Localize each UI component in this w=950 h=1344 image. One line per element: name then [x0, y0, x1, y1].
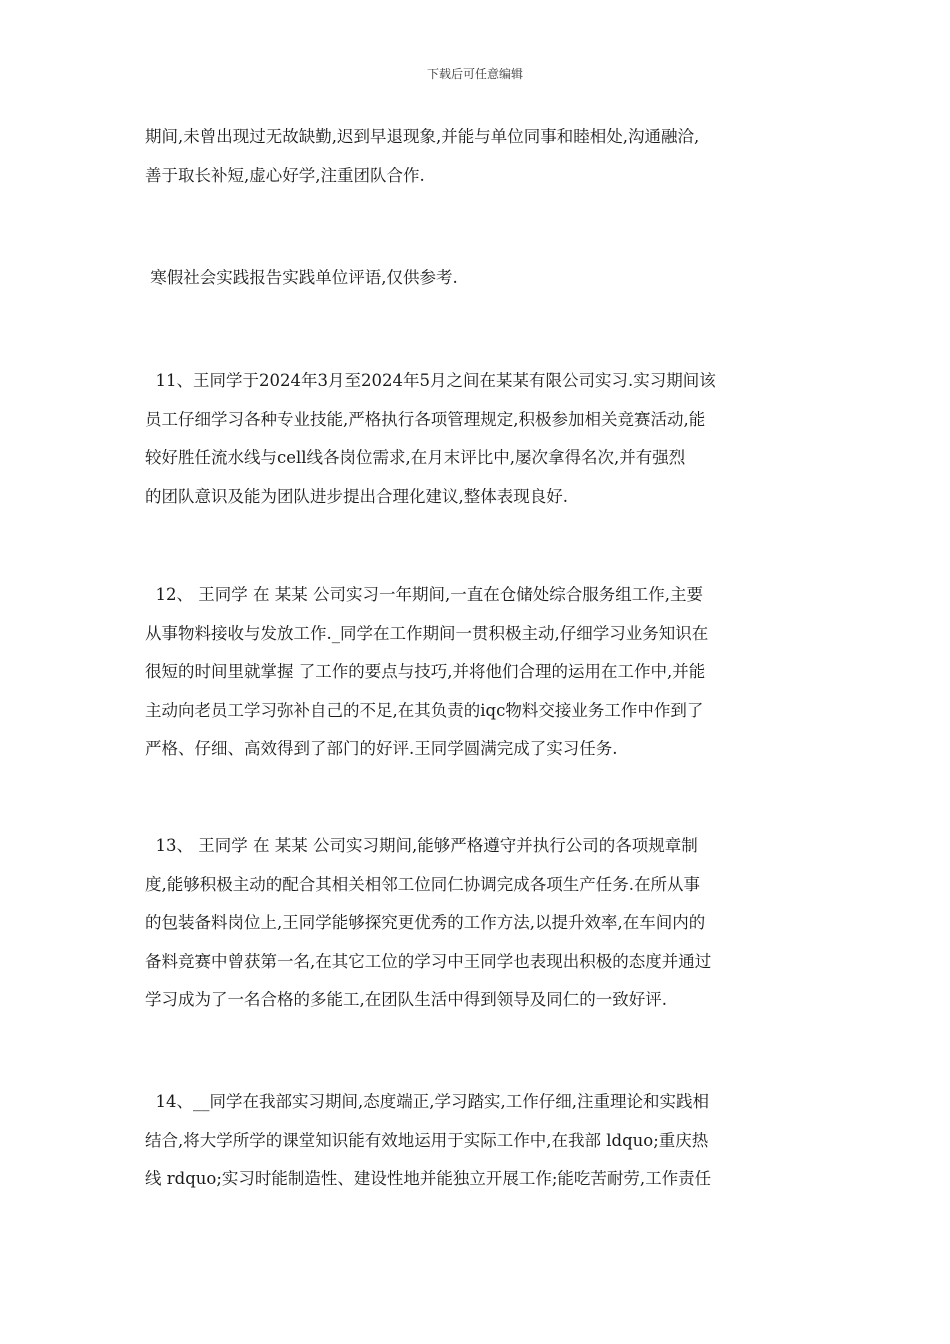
- text-line: 很短的时间里就掌握 了工作的要点与技巧,并将他们合理的运用在工作中,并能: [145, 662, 706, 681]
- paragraph-item-13: [145, 827, 810, 1020]
- text-line: 线 rdquo;实习时能制造性、建设性地并能独立开展工作;能吃苦耐劳,工作责任: [145, 1169, 712, 1188]
- text-line: 从事物料接收与发放工作._同学在工作期间一贯积极主动,仔细学习业务知识在: [145, 623, 709, 643]
- text-line: 13、 王同学 在 某某 公司实习期间,能够严格遵守并执行公司的各项规章制: [145, 836, 698, 855]
- text-line: 学习成为了一名合格的多能工,在团队生活中得到领导及同仁的一致好评.: [145, 990, 667, 1009]
- text-line: 主动向老员工学习弥补自己的不足,在其负责的iqc物料交接业务工作中作到了: [145, 700, 704, 720]
- paragraph-item-12: [145, 576, 810, 769]
- page-header: 下载后可任意编辑: [426, 67, 523, 81]
- text-line: 严格、仔细、高效得到了部门的好评.王同学圆满完成了实习任务.: [145, 739, 618, 758]
- paragraph-item-11: [145, 362, 810, 516]
- text-line: 期间,未曾出现过无故缺勤,迟到早退现象,并能与单位同事和睦相处,沟通融洽,: [145, 127, 700, 146]
- text-line: 度,能够积极主动的配合其相关相邻工位同仁协调完成各项生产任务.在所从事: [145, 874, 700, 894]
- text-line: 备料竞赛中曾获第一名,在其它工位的学习中王同学也表现出积极的态度并通过: [145, 951, 712, 971]
- text-line: 11、王同学于2024年3月至2024年5月之间在某某有限公司实习.实习期间该: [145, 371, 716, 390]
- text-line: 员工仔细学习各种专业技能,严格执行各项管理规定,积极参加相关竞赛活动,能: [145, 409, 706, 429]
- text-line: 结合,将大学所学的课堂知识能有效地运用于实际工作中,在我部 ldquo;重庆热: [145, 1130, 709, 1150]
- text-line: 的团队意识及能为团队进步提出合理化建议,整体表现良好.: [145, 486, 568, 506]
- paragraph-reference-note: [145, 259, 810, 298]
- text-line: 善于取长补短,虚心好学,注重团队合作.: [145, 165, 425, 185]
- paragraph-intro: [145, 118, 810, 195]
- text-line: 较好胜任流水线与cell线各岗位需求,在月末评比中,屡次拿得名次,并有强烈: [145, 448, 686, 467]
- text-line: 的包装备料岗位上,王同学能够探究更优秀的工作方法,以提升效率,在车间内的: [145, 913, 706, 932]
- text-line: 14、__同学在我部实习期间,态度端正,学习踏实,工作仔细,注重理论和实践相: [145, 1092, 709, 1111]
- text-line: 12、 王同学 在 某某 公司实习一年期间,一直在仓储处综合服务组工作,主要: [145, 585, 703, 604]
- paragraph-item-14: [145, 1083, 810, 1199]
- text-line: 寒假社会实践报告实践单位评语,仅供参考.: [145, 268, 458, 287]
